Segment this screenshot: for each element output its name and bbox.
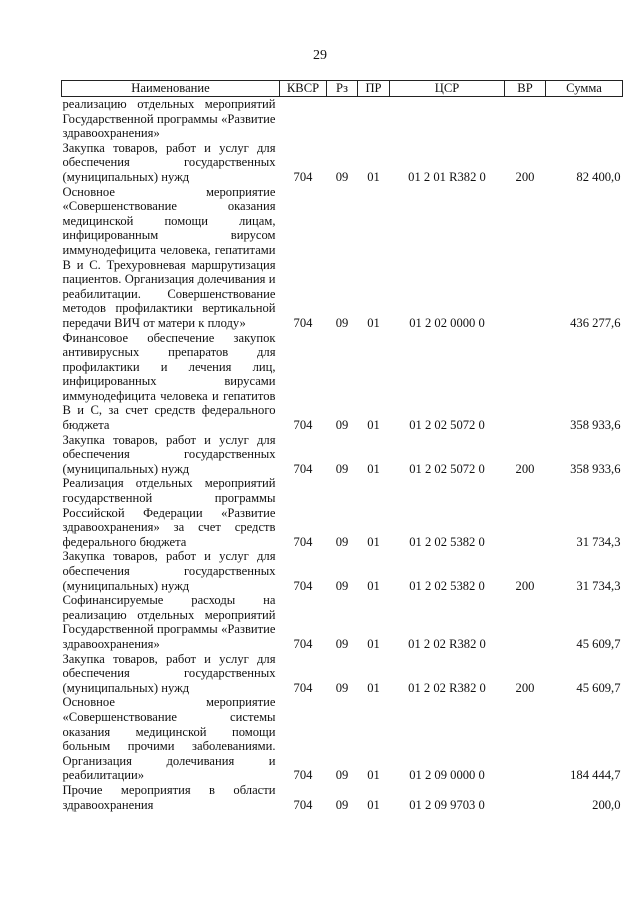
table-row: [62, 141, 623, 185]
row-sum: 436 277,6: [570, 315, 621, 330]
row-csr: 01 2 02 5072 0: [409, 461, 485, 476]
row-name: Финансовое обеспечение закупок антивирусных препаратов для профилактики и лечения лиц, инфицированных вирусами иммунодефицита человека и гепатитов В и С, за счет средств федерального бюджета: [62, 330, 276, 433]
row-sum: 184 444,7: [570, 768, 621, 783]
row-name: Закупка товаров, работ и услуг для обеспечения государственных (муниципальных) нужд: [62, 651, 276, 695]
row-csr: 01 2 02 R382 0: [408, 680, 486, 695]
table-row: [62, 695, 623, 783]
row-sum: 45 609,7: [576, 636, 621, 651]
row-kvsr: 704: [293, 797, 313, 812]
row-name: реализацию отдельных мероприятий Государственной программы «Развитие здравоохранения»: [62, 97, 276, 141]
table-row: [62, 185, 623, 331]
row-csr: 01 2 01 R382 0: [408, 169, 486, 184]
table-row: [62, 331, 623, 433]
row-sum: 200,0: [592, 797, 621, 812]
table-row: [62, 97, 623, 141]
header-row: [62, 81, 623, 97]
row-name: Закупка товаров, работ и услуг для обеспечения государственных (муниципальных) нужд: [62, 549, 276, 593]
row-vr: [505, 185, 546, 331]
row-csr: 01 2 02 5382 0: [409, 578, 485, 593]
table-row: [62, 476, 623, 549]
row-rz: 09: [335, 534, 349, 549]
row-rz: 09: [335, 461, 349, 476]
row-name: Основное мероприятие «Совершенствование оказания медицинской помощи лицам, инфицированным вирусом иммунодефицита человека, гепатитами В и С. Трехуровневая маршрутизация пациентов. Организация долечивания и реабилитации. Совершенствование методов профилактики вертикальной передачи ВИЧ от матери к плоду»: [62, 184, 276, 330]
row-vr: [505, 783, 546, 812]
row-vr: [505, 476, 546, 549]
row-pr: 01: [367, 534, 380, 549]
row-pr: 01: [367, 461, 380, 476]
row-kvsr: 704: [293, 534, 313, 549]
row-csr: 01 2 09 9703 0: [409, 797, 485, 812]
row-pr: 01: [367, 768, 380, 783]
row-pr: 01: [367, 315, 380, 330]
row-sum: [546, 97, 623, 141]
row-pr: 01: [367, 578, 380, 593]
row-kvsr: 704: [293, 636, 313, 651]
row-sum: 45 609,7: [576, 680, 621, 695]
row-vr: [505, 695, 546, 783]
row-rz: [327, 97, 358, 141]
header-name: Наименование: [62, 81, 280, 97]
row-pr: [358, 97, 390, 141]
row-kvsr: 704: [293, 461, 313, 476]
row-vr: 200: [515, 680, 535, 695]
row-kvsr: 704: [293, 315, 313, 330]
header-kvsr: КВСР: [280, 81, 327, 97]
row-rz: 09: [335, 578, 349, 593]
row-rz: 09: [335, 636, 349, 651]
row-vr: 200: [515, 169, 535, 184]
table-row: [62, 433, 623, 477]
header-rz: Рз: [327, 81, 358, 97]
row-csr: 01 2 02 5072 0: [409, 418, 485, 433]
row-rz: 09: [335, 315, 349, 330]
table-row: [62, 593, 623, 651]
row-vr: 200: [515, 578, 535, 593]
header-csr: ЦСР: [390, 81, 505, 97]
row-kvsr: 704: [293, 578, 313, 593]
row-csr: 01 2 02 0000 0: [409, 315, 485, 330]
row-csr: 01 2 09 0000 0: [409, 768, 485, 783]
row-rz: 09: [335, 797, 349, 812]
row-rz: 09: [335, 680, 349, 695]
row-vr: [505, 331, 546, 433]
row-sum: 31 734,3: [576, 578, 621, 593]
row-pr: 01: [367, 169, 380, 184]
row-rz: 09: [335, 169, 349, 184]
table-row: [62, 783, 623, 812]
budget-table: [61, 80, 623, 812]
row-kvsr: [280, 97, 327, 141]
row-sum: 31 734,3: [576, 534, 621, 549]
table-header: [62, 81, 623, 97]
row-pr: 01: [367, 418, 380, 433]
header-pr: ПР: [358, 81, 390, 97]
row-name: Софинансируемые расходы на реализацию отдельных мероприятий Государственной программы «Развитие здравоохранения»: [62, 593, 276, 651]
row-pr: 01: [367, 636, 380, 651]
row-name: Закупка товаров, работ и услуг для обеспечения государственных (муниципальных) нужд: [62, 140, 276, 184]
row-name: Прочие мероприятия в области здравоохранения: [62, 782, 276, 812]
row-pr: 01: [367, 680, 380, 695]
row-sum: 358 933,6: [570, 461, 621, 476]
row-pr: 01: [367, 797, 380, 812]
row-rz: 09: [335, 418, 349, 433]
page-number: 29: [313, 48, 327, 63]
table-body: [62, 97, 623, 813]
row-vr: [505, 593, 546, 651]
row-sum: 82 400,0: [576, 169, 621, 184]
row-vr: 200: [515, 461, 535, 476]
header-vr: ВР: [505, 81, 546, 97]
row-csr: 01 2 02 5382 0: [409, 534, 485, 549]
row-vr: [505, 97, 546, 141]
row-kvsr: 704: [293, 768, 313, 783]
row-kvsr: 704: [293, 418, 313, 433]
row-kvsr: 704: [293, 169, 313, 184]
row-csr: 01 2 02 R382 0: [408, 636, 486, 651]
table-row: [62, 549, 623, 593]
row-rz: 09: [335, 768, 349, 783]
row-kvsr: 704: [293, 680, 313, 695]
row-sum: 358 933,6: [570, 418, 621, 433]
row-name: Основное мероприятие «Совершенствование системы оказания медицинской помощи больным прочими заболеваниями. Организация долечивания и реабилитации»: [62, 695, 276, 783]
row-name: Закупка товаров, работ и услуг для обеспечения государственных (муниципальных) нужд: [62, 432, 276, 476]
row-name: Реализация отдельных мероприятий государственной программы Российской Федерации «Развитие здравоохранения» за счет средств федерального бюджета: [62, 476, 276, 549]
header-sum: Сумма: [546, 81, 623, 97]
row-csr: [390, 97, 505, 141]
table-row: [62, 652, 623, 696]
